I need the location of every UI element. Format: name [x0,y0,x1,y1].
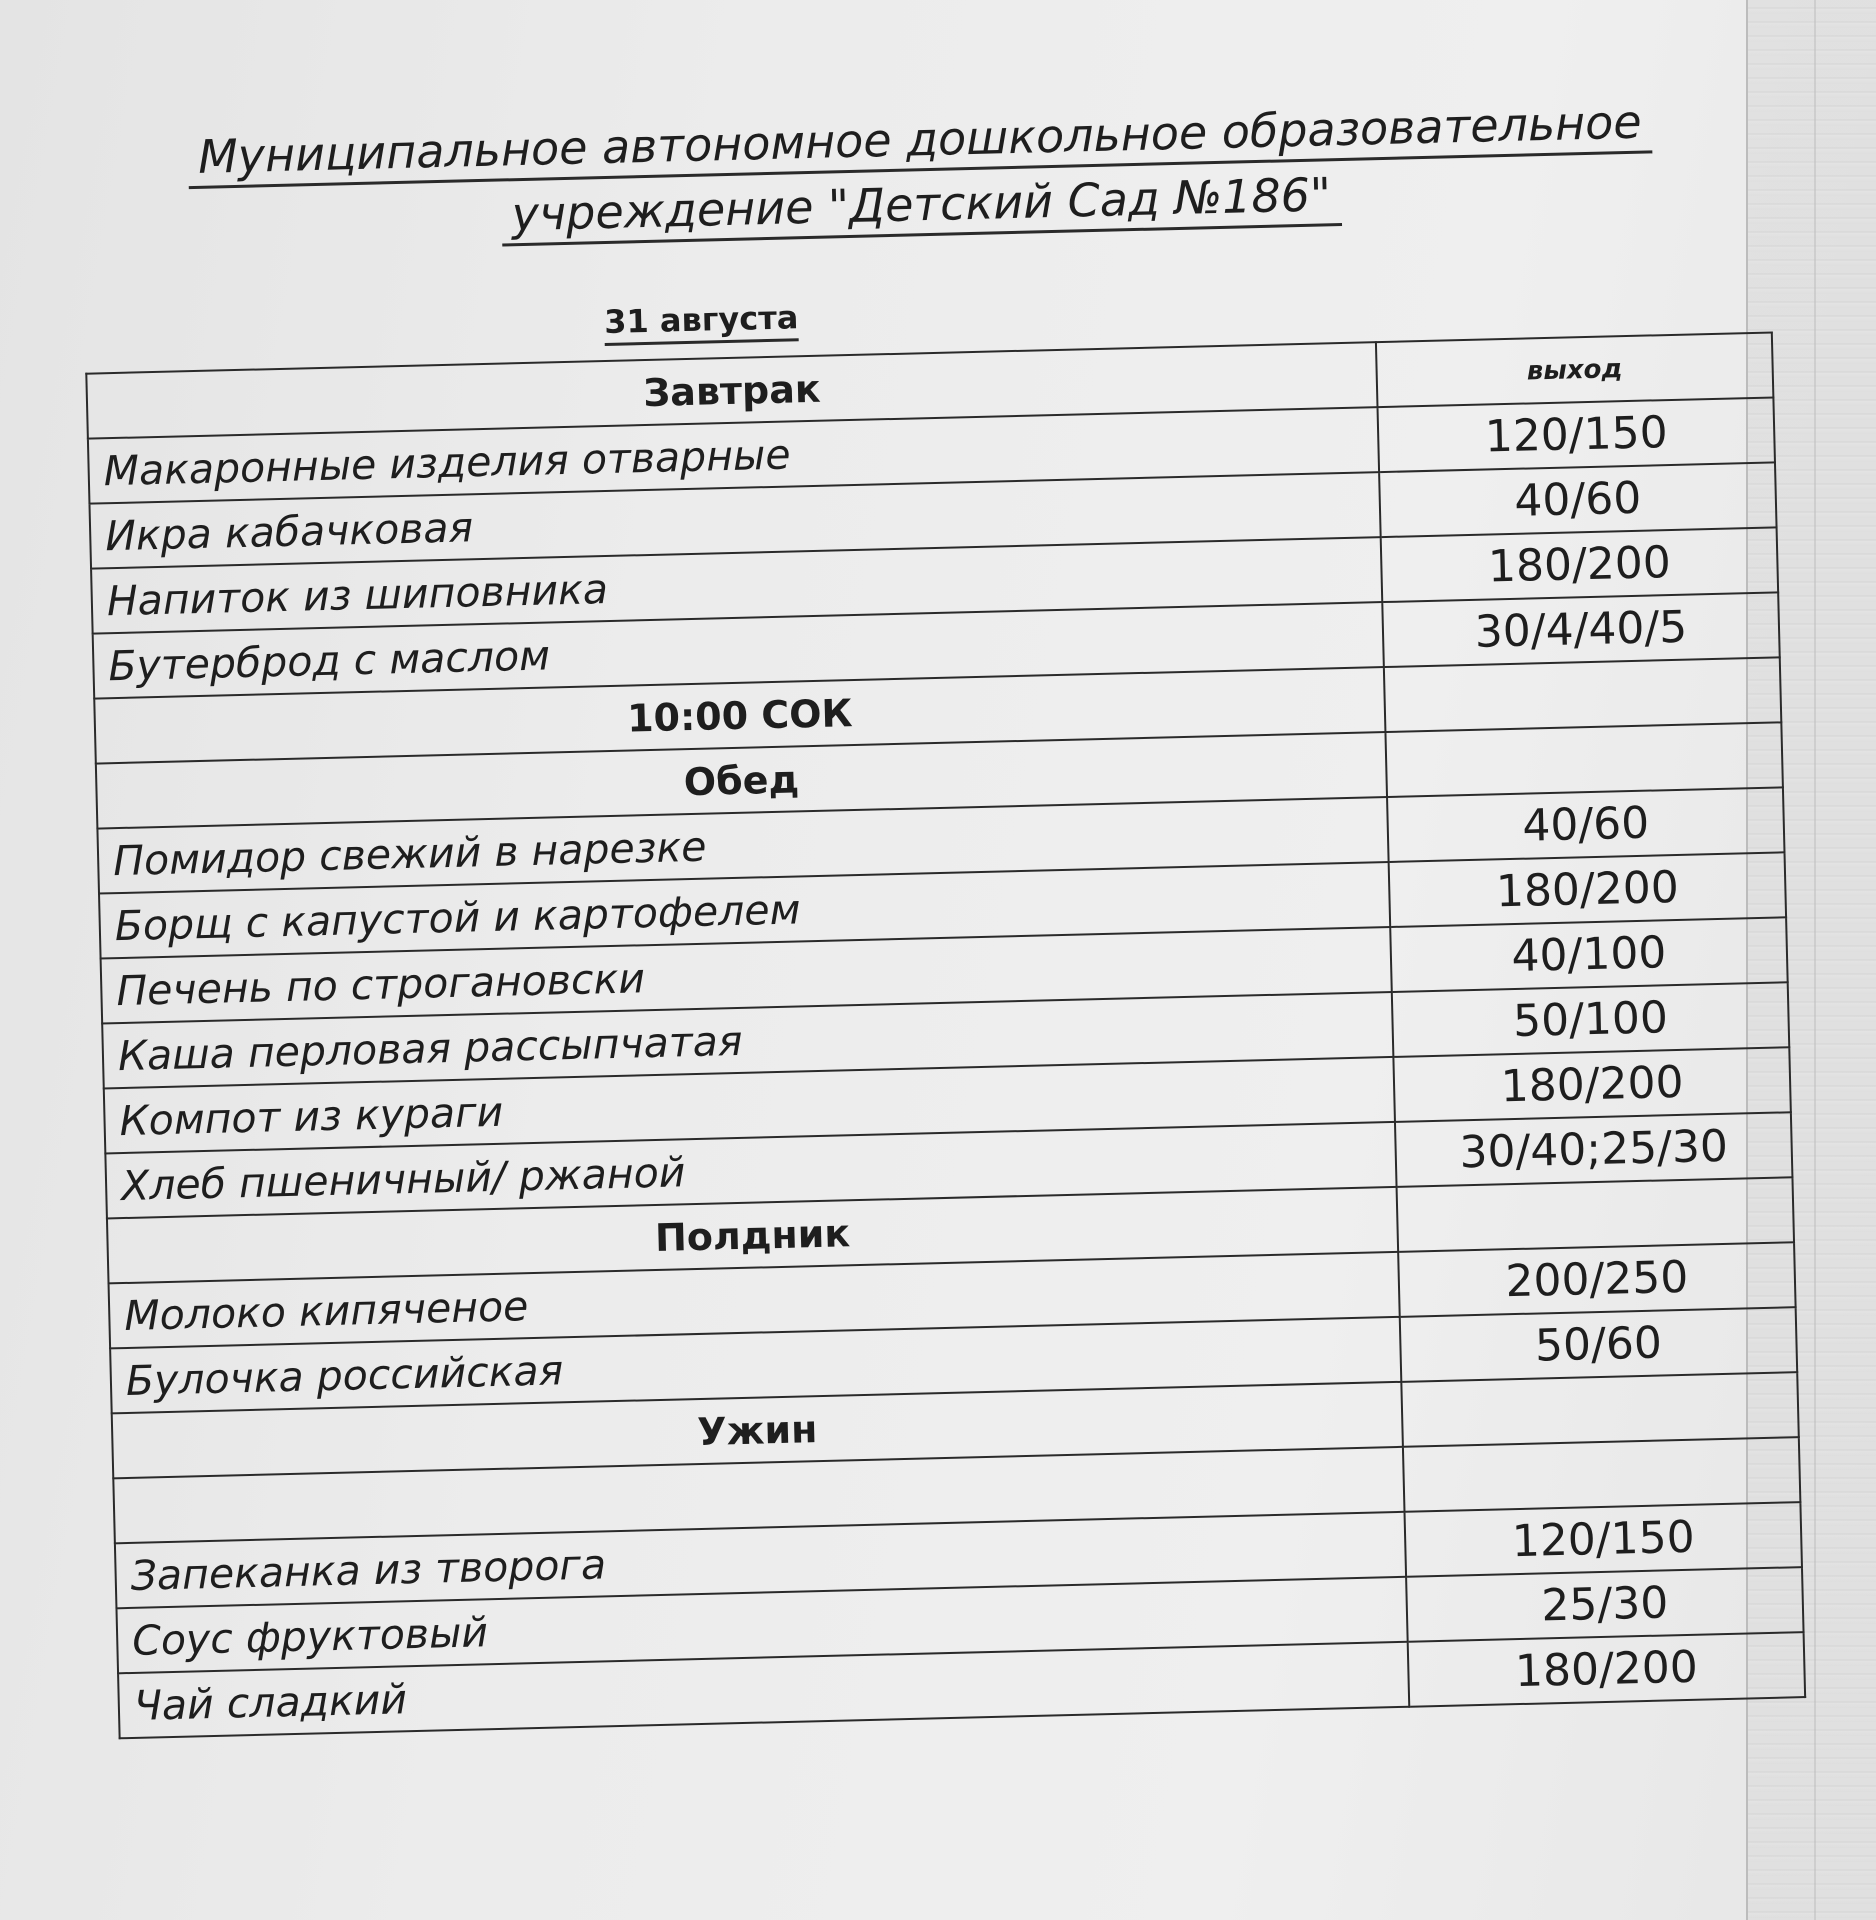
dish-name: Соус фруктовый [116,1577,1407,1673]
dish-yield [1403,1437,1800,1512]
section-cell: Обед [96,732,1387,828]
dish-name: Булочка российская [110,1317,1401,1413]
dish-yield [1385,722,1782,797]
menu-date: 31 августа [604,298,799,346]
org-title-line-1: Муниципальное автономное дошкольное образовательное [187,92,1652,189]
dish-name: Напиток из шиповника [91,537,1382,633]
dish-name: Помидор свежий в нарезке [97,797,1388,893]
dish-yield: 180/200 [1408,1632,1805,1707]
dish-yield: 50/100 [1392,982,1789,1057]
dish-name: Печень по строгановски [101,927,1392,1023]
section-cell: Завтрак [86,342,1377,438]
dish-name: Бутерброд с маслом [93,602,1384,698]
dish-name: Макаронные изделия отварные [88,407,1379,503]
dish-yield: 40/60 [1379,462,1776,537]
dish-yield: 30/4/40/5 [1382,592,1779,667]
section-cell: 10:00 СОК [94,667,1385,763]
dish-name: Каша перловая рассыпчатая [102,992,1393,1088]
dish-name: Компот из кураги [104,1057,1395,1153]
org-title-line-2: учреждение "Детский Сад №186" [501,165,1342,246]
dish-yield: 120/150 [1378,397,1775,472]
dish-name: Хлеб пшеничный/ ржаной [105,1122,1396,1218]
dish-yield: 40/60 [1387,787,1784,862]
dish-name: Икра кабачковая [89,472,1380,568]
dish-yield: 25/30 [1406,1567,1803,1642]
dish-yield: 180/200 [1389,852,1786,927]
dish-yield: 200/250 [1398,1242,1795,1317]
dish-yield: 180/200 [1393,1047,1790,1122]
dish-yield [1401,1372,1798,1447]
dish-name: Запеканка из творога [115,1512,1406,1608]
dish-yield: 180/200 [1381,527,1778,602]
section-cell: Полдник [107,1187,1398,1283]
menu-table [85,331,1806,1739]
dish-yield: 30/40;25/30 [1395,1112,1792,1187]
dish-yield [1397,1177,1794,1252]
dish-yield: 40/100 [1390,917,1787,992]
section-cell: Ужин [112,1382,1403,1478]
yield-column-header: выход [1376,332,1773,407]
menu-document [38,49,1841,1881]
dish-yield [1384,657,1781,732]
dish-name: Молоко кипяченое [109,1252,1400,1348]
dish-yield: 50/60 [1400,1307,1797,1382]
dish-name: Чай сладкий [118,1642,1409,1738]
dish-name: Борщ с капустой и картофелем [99,862,1390,958]
dish-yield: 120/150 [1404,1502,1801,1577]
